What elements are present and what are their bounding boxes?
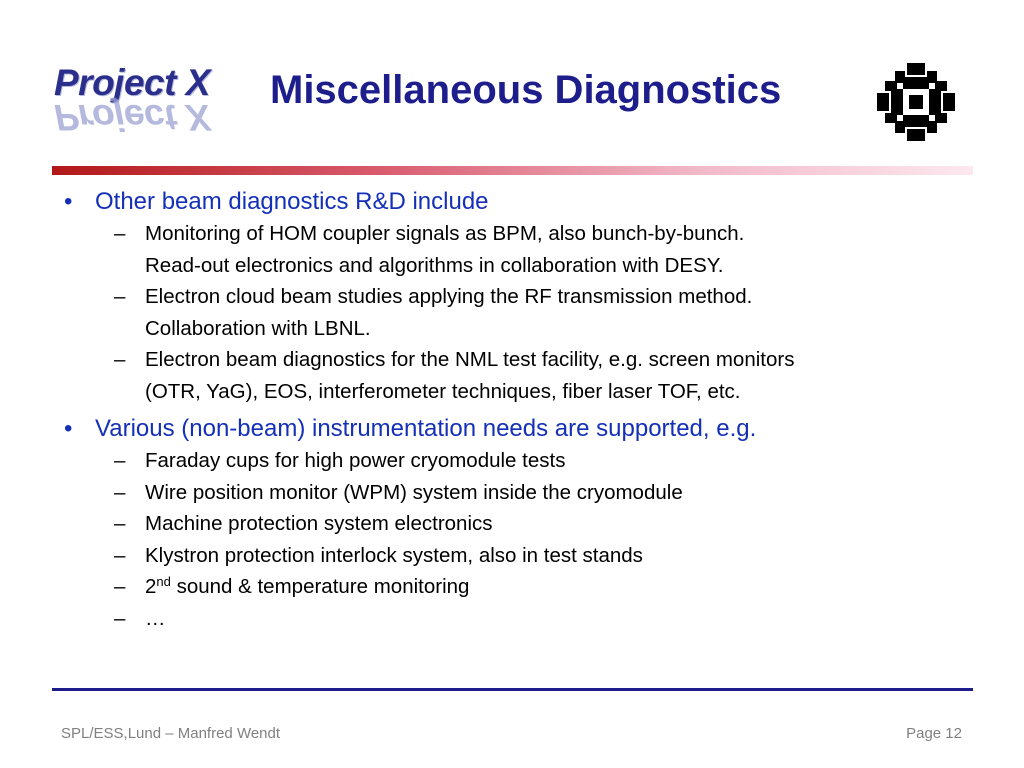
- sub-item: [64, 540, 984, 572]
- slide-title: Miscellaneous Diagnostics: [270, 68, 782, 112]
- sub-item: [64, 508, 984, 540]
- sub-item-line: Machine protection system electronics: [145, 512, 493, 535]
- header-divider: [52, 166, 973, 175]
- dash-icon: –: [114, 348, 126, 371]
- dash-icon: –: [114, 512, 126, 535]
- bullet-group-1: [64, 186, 984, 407]
- bullet-item: [64, 186, 984, 218]
- dash-icon: –: [114, 606, 126, 630]
- sub-item-line: [145, 571, 984, 603]
- sub-item-text: sound & temperature monitoring: [170, 575, 470, 598]
- sub-item-line: …: [145, 606, 166, 630]
- dash-icon: –: [114, 543, 126, 567]
- bullet-text: Other beam diagnostics R&D include: [95, 188, 489, 215]
- sub-item: [64, 218, 984, 281]
- sub-item-line: Wire position monitor (WPM) system inside the cryomodule: [145, 480, 683, 504]
- footer-author: SPL/ESS,Lund – Manfred Wendt: [61, 725, 281, 742]
- sub-item-line: Faraday cups for high power cryomodule tests: [145, 449, 566, 472]
- bullet-group-2: [64, 413, 984, 634]
- bullet-text: Various (non-beam) instrumentation needs are supported, e.g.: [95, 415, 757, 442]
- ordinal-number: 2: [145, 575, 157, 598]
- sub-item-line: Read-out electronics and algorithms in collaboration with DESY.: [145, 253, 724, 277]
- sub-item-line: Monitoring of HOM coupler signals as BPM, also bunch-by-bunch.: [145, 222, 745, 245]
- dash-icon: –: [114, 480, 126, 504]
- sub-item: [64, 445, 984, 477]
- sub-item-line: Collaboration with LBNL.: [145, 316, 371, 340]
- bullet-item: [64, 413, 984, 445]
- sub-item-line: (OTR, YaG), EOS, interferometer techniques, fiber laser TOF, etc.: [145, 379, 741, 403]
- dash-icon: –: [114, 285, 126, 308]
- project-x-logo-text: Project X: [54, 62, 210, 103]
- footer-divider: [52, 688, 973, 691]
- sub-item: [64, 344, 984, 407]
- sub-item: [64, 477, 984, 509]
- sub-item: [64, 571, 984, 603]
- sub-item-line: Electron cloud beam studies applying the RF transmission method.: [145, 285, 753, 308]
- slide-body: [64, 186, 984, 640]
- bullet-dot-icon: •: [64, 188, 73, 215]
- dash-icon: –: [114, 575, 126, 598]
- dash-icon: –: [114, 222, 126, 245]
- page-number: Page 12: [906, 725, 962, 742]
- ordinal-suffix: nd: [156, 574, 171, 589]
- fermilab-logo-icon: [877, 63, 955, 141]
- sub-item-line: Klystron protection interlock system, also in test stands: [145, 543, 643, 567]
- sub-item: [64, 603, 984, 635]
- project-x-logo-reflection: Project X: [54, 97, 210, 138]
- project-x-logo: [54, 62, 234, 138]
- sub-item-line: Electron beam diagnostics for the NML test facility, e.g. screen monitors: [145, 348, 795, 371]
- bullet-dot-icon: •: [64, 415, 73, 442]
- sub-item: [64, 281, 984, 344]
- dash-icon: –: [114, 449, 126, 472]
